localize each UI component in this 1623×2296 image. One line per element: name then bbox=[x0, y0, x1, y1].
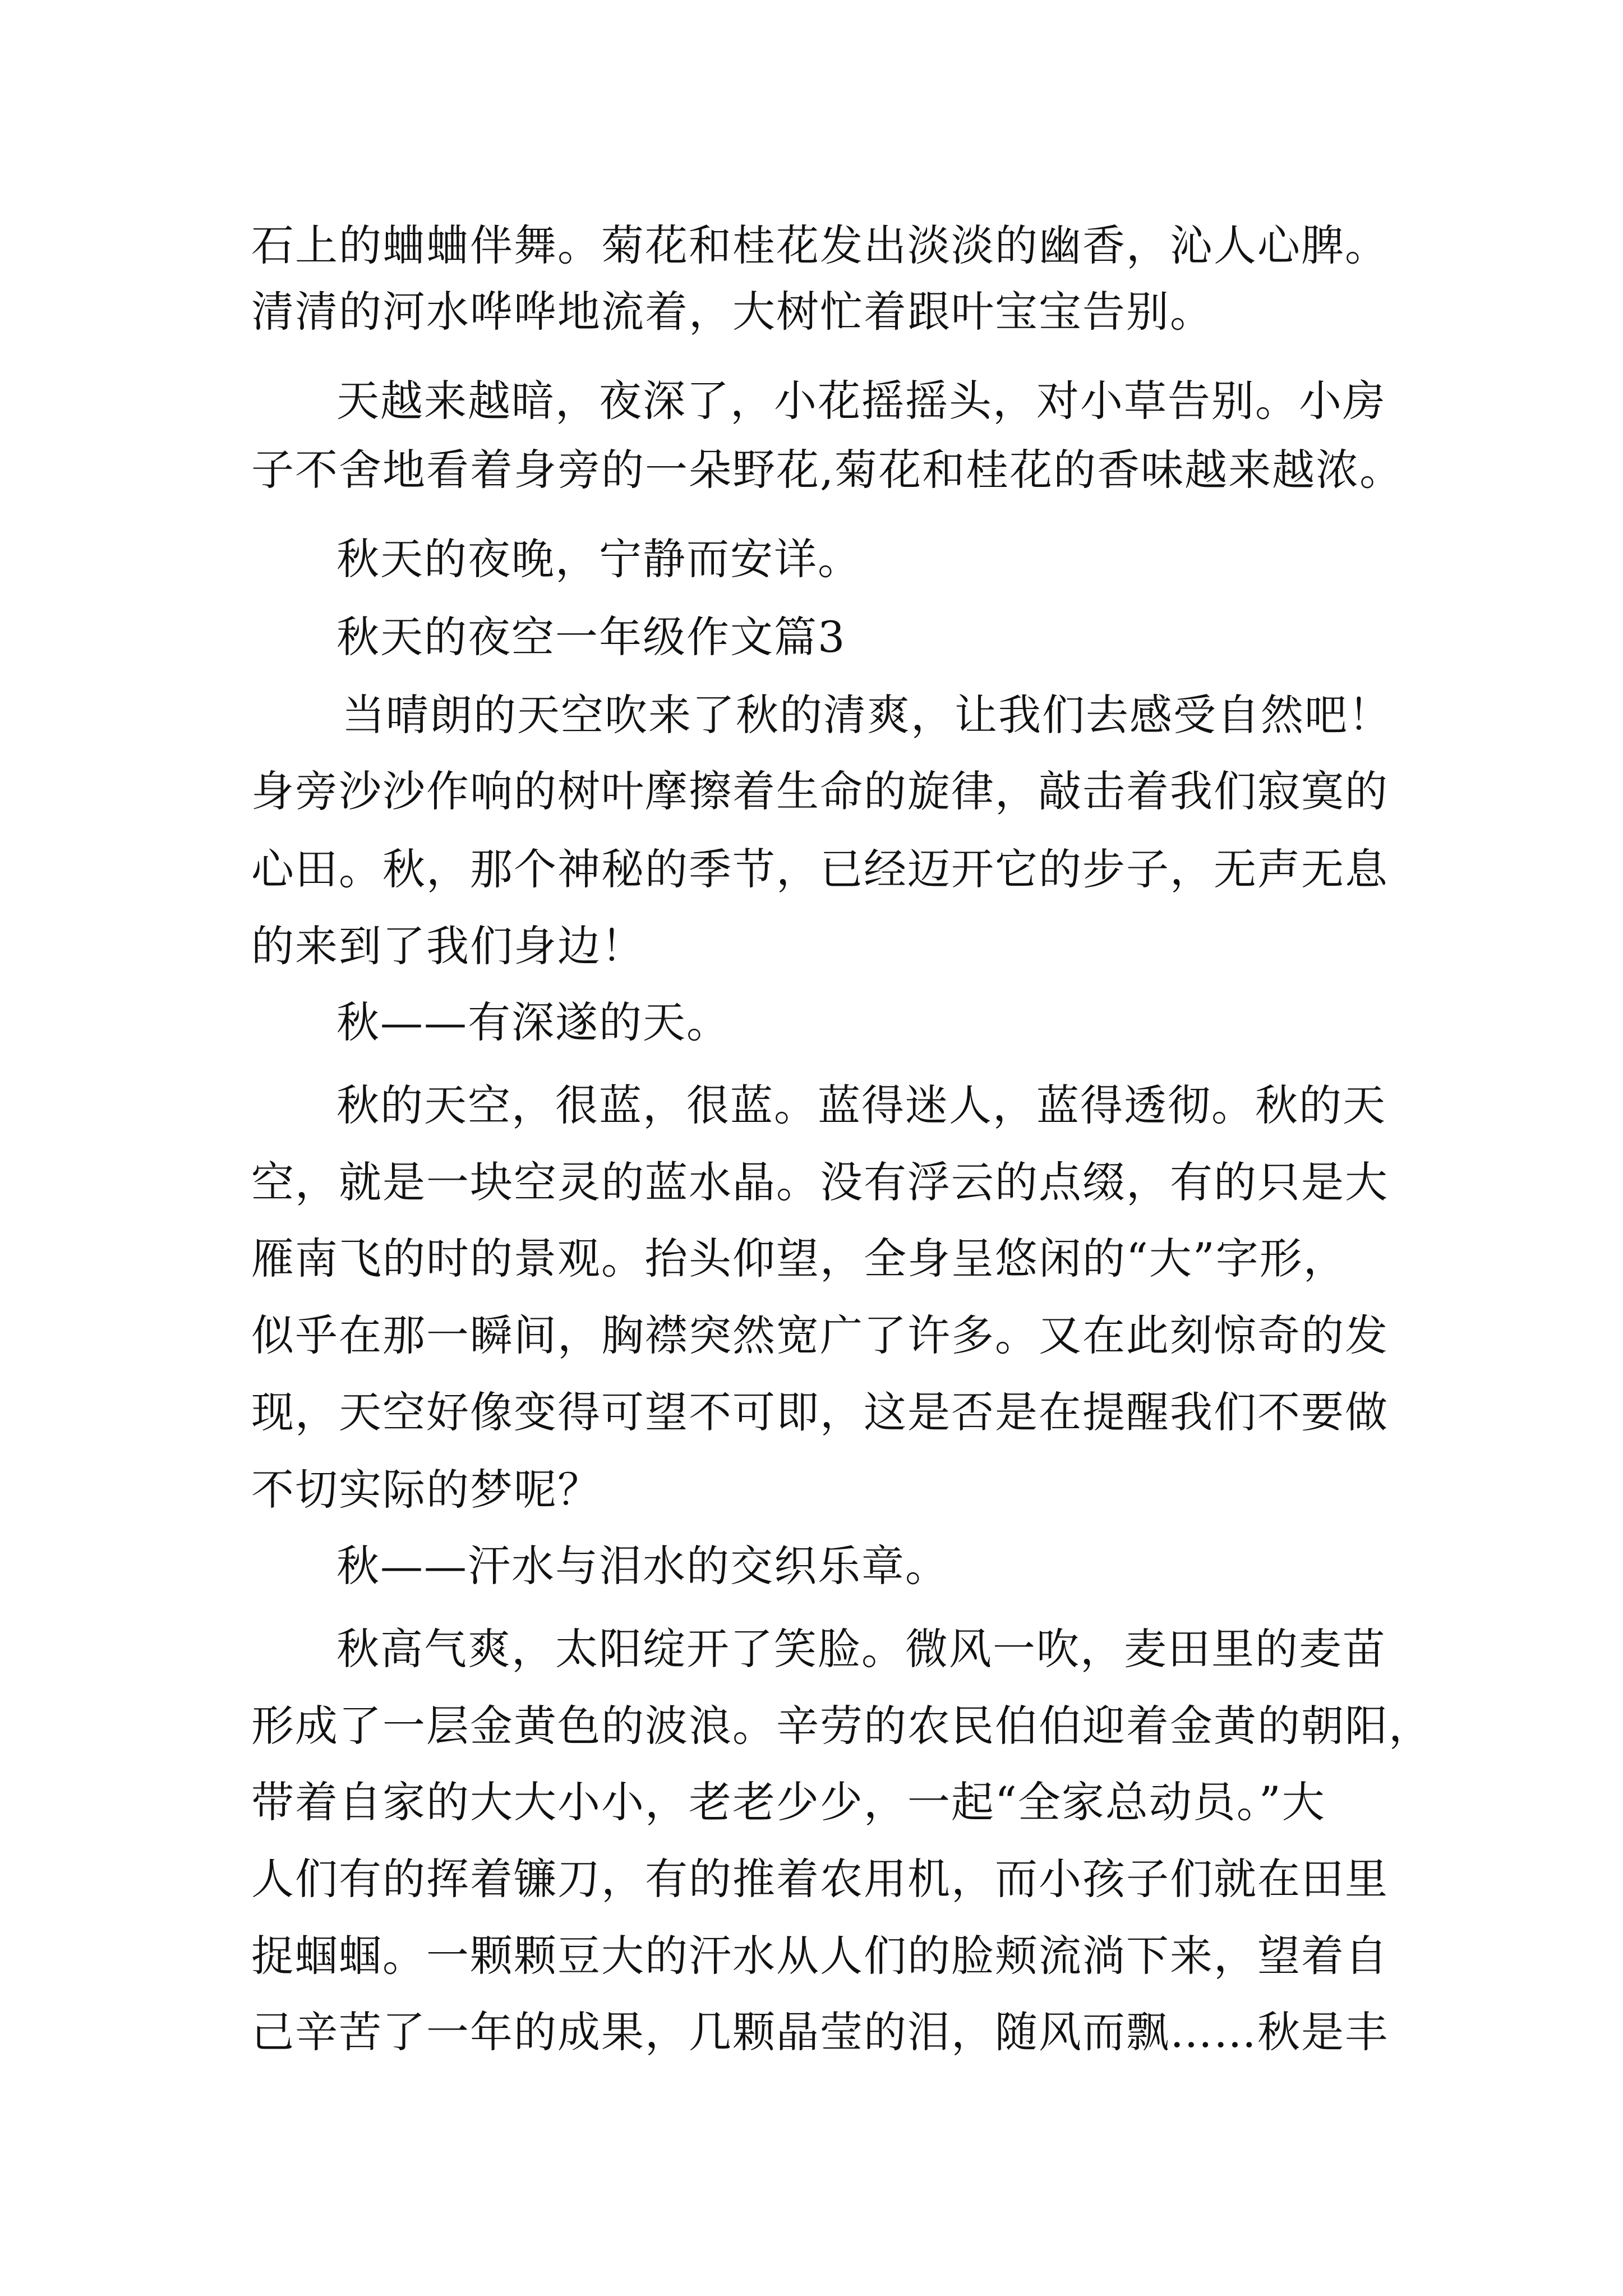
text-line: 身旁沙沙作响的树叶摩擦着生命的旋律，敲击着我们寂寞的 bbox=[251, 766, 1389, 816]
text-line: 带着自家的大大小小，老老少少，一起“全家总动员。”大 bbox=[251, 1777, 1326, 1827]
text-line: 石上的蛐蛐伴舞。菊花和桂花发出淡淡的幽香，沁人心脾。 bbox=[251, 220, 1389, 270]
text-line: 捉蝈蝈。一颗颗豆大的汗水从人们的脸颊流淌下来，望着自 bbox=[251, 1931, 1389, 1981]
section-heading: 秋天的夜空一年级作文篇3 bbox=[336, 612, 846, 662]
text-line: 形成了一层金黄色的波浪。辛劳的农民伯伯迎着金黄的朝阳， bbox=[251, 1701, 1432, 1751]
text-line: 现，天空好像变得可望不可即，这是否是在提醒我们不要做 bbox=[251, 1387, 1389, 1437]
text-line: 空，就是一块空灵的蓝水晶。没有浮云的点缀，有的只是大 bbox=[251, 1157, 1389, 1207]
text-line: 天越来越暗，夜深了，小花摇摇头，对小草告别。小房 bbox=[336, 376, 1386, 426]
text-line: 的来到了我们身边！ bbox=[251, 921, 645, 971]
text-line: 不切实际的梦呢？ bbox=[251, 1465, 601, 1515]
text-line: 秋天的夜晚，宁静而安详。 bbox=[336, 534, 861, 584]
text-line: 当晴朗的天空吹来了秋的清爽，让我们去感受自然吧！ bbox=[342, 690, 1392, 740]
text-line: 秋高气爽，太阳绽开了笑脸。微风一吹，麦田里的麦苗 bbox=[336, 1624, 1386, 1674]
text-line: 秋——有深遂的天。 bbox=[336, 997, 730, 1047]
text-line: 清清的河水哗哗地流着，大树忙着跟叶宝宝告别。 bbox=[251, 287, 1214, 337]
text-line: 雁南飞的时的景观。抬头仰望，全身呈悠闲的“大”字形， bbox=[251, 1234, 1347, 1283]
text-line: 似乎在那一瞬间，胸襟突然宽广了许多。又在此刻惊奇的发 bbox=[251, 1310, 1389, 1360]
text-line: 人们有的挥着镰刀，有的推着农用机，而小孩子们就在田里 bbox=[251, 1854, 1389, 1904]
text-line: 秋——汗水与泪水的交织乐章。 bbox=[336, 1541, 949, 1591]
text-line: 秋的天空，很蓝，很蓝。蓝得迷人，蓝得透彻。秋的天 bbox=[336, 1080, 1386, 1130]
text-line: 心田。秋，那个神秘的季节，已经迈开它的步子，无声无息 bbox=[251, 844, 1389, 894]
text-line: 己辛苦了一年的成果，几颗晶莹的泪，随风而飘……秋是丰 bbox=[251, 2007, 1389, 2057]
text-line: 子不舍地看着身旁的一朵野花,菊花和桂花的香味越来越浓。 bbox=[251, 445, 1404, 495]
